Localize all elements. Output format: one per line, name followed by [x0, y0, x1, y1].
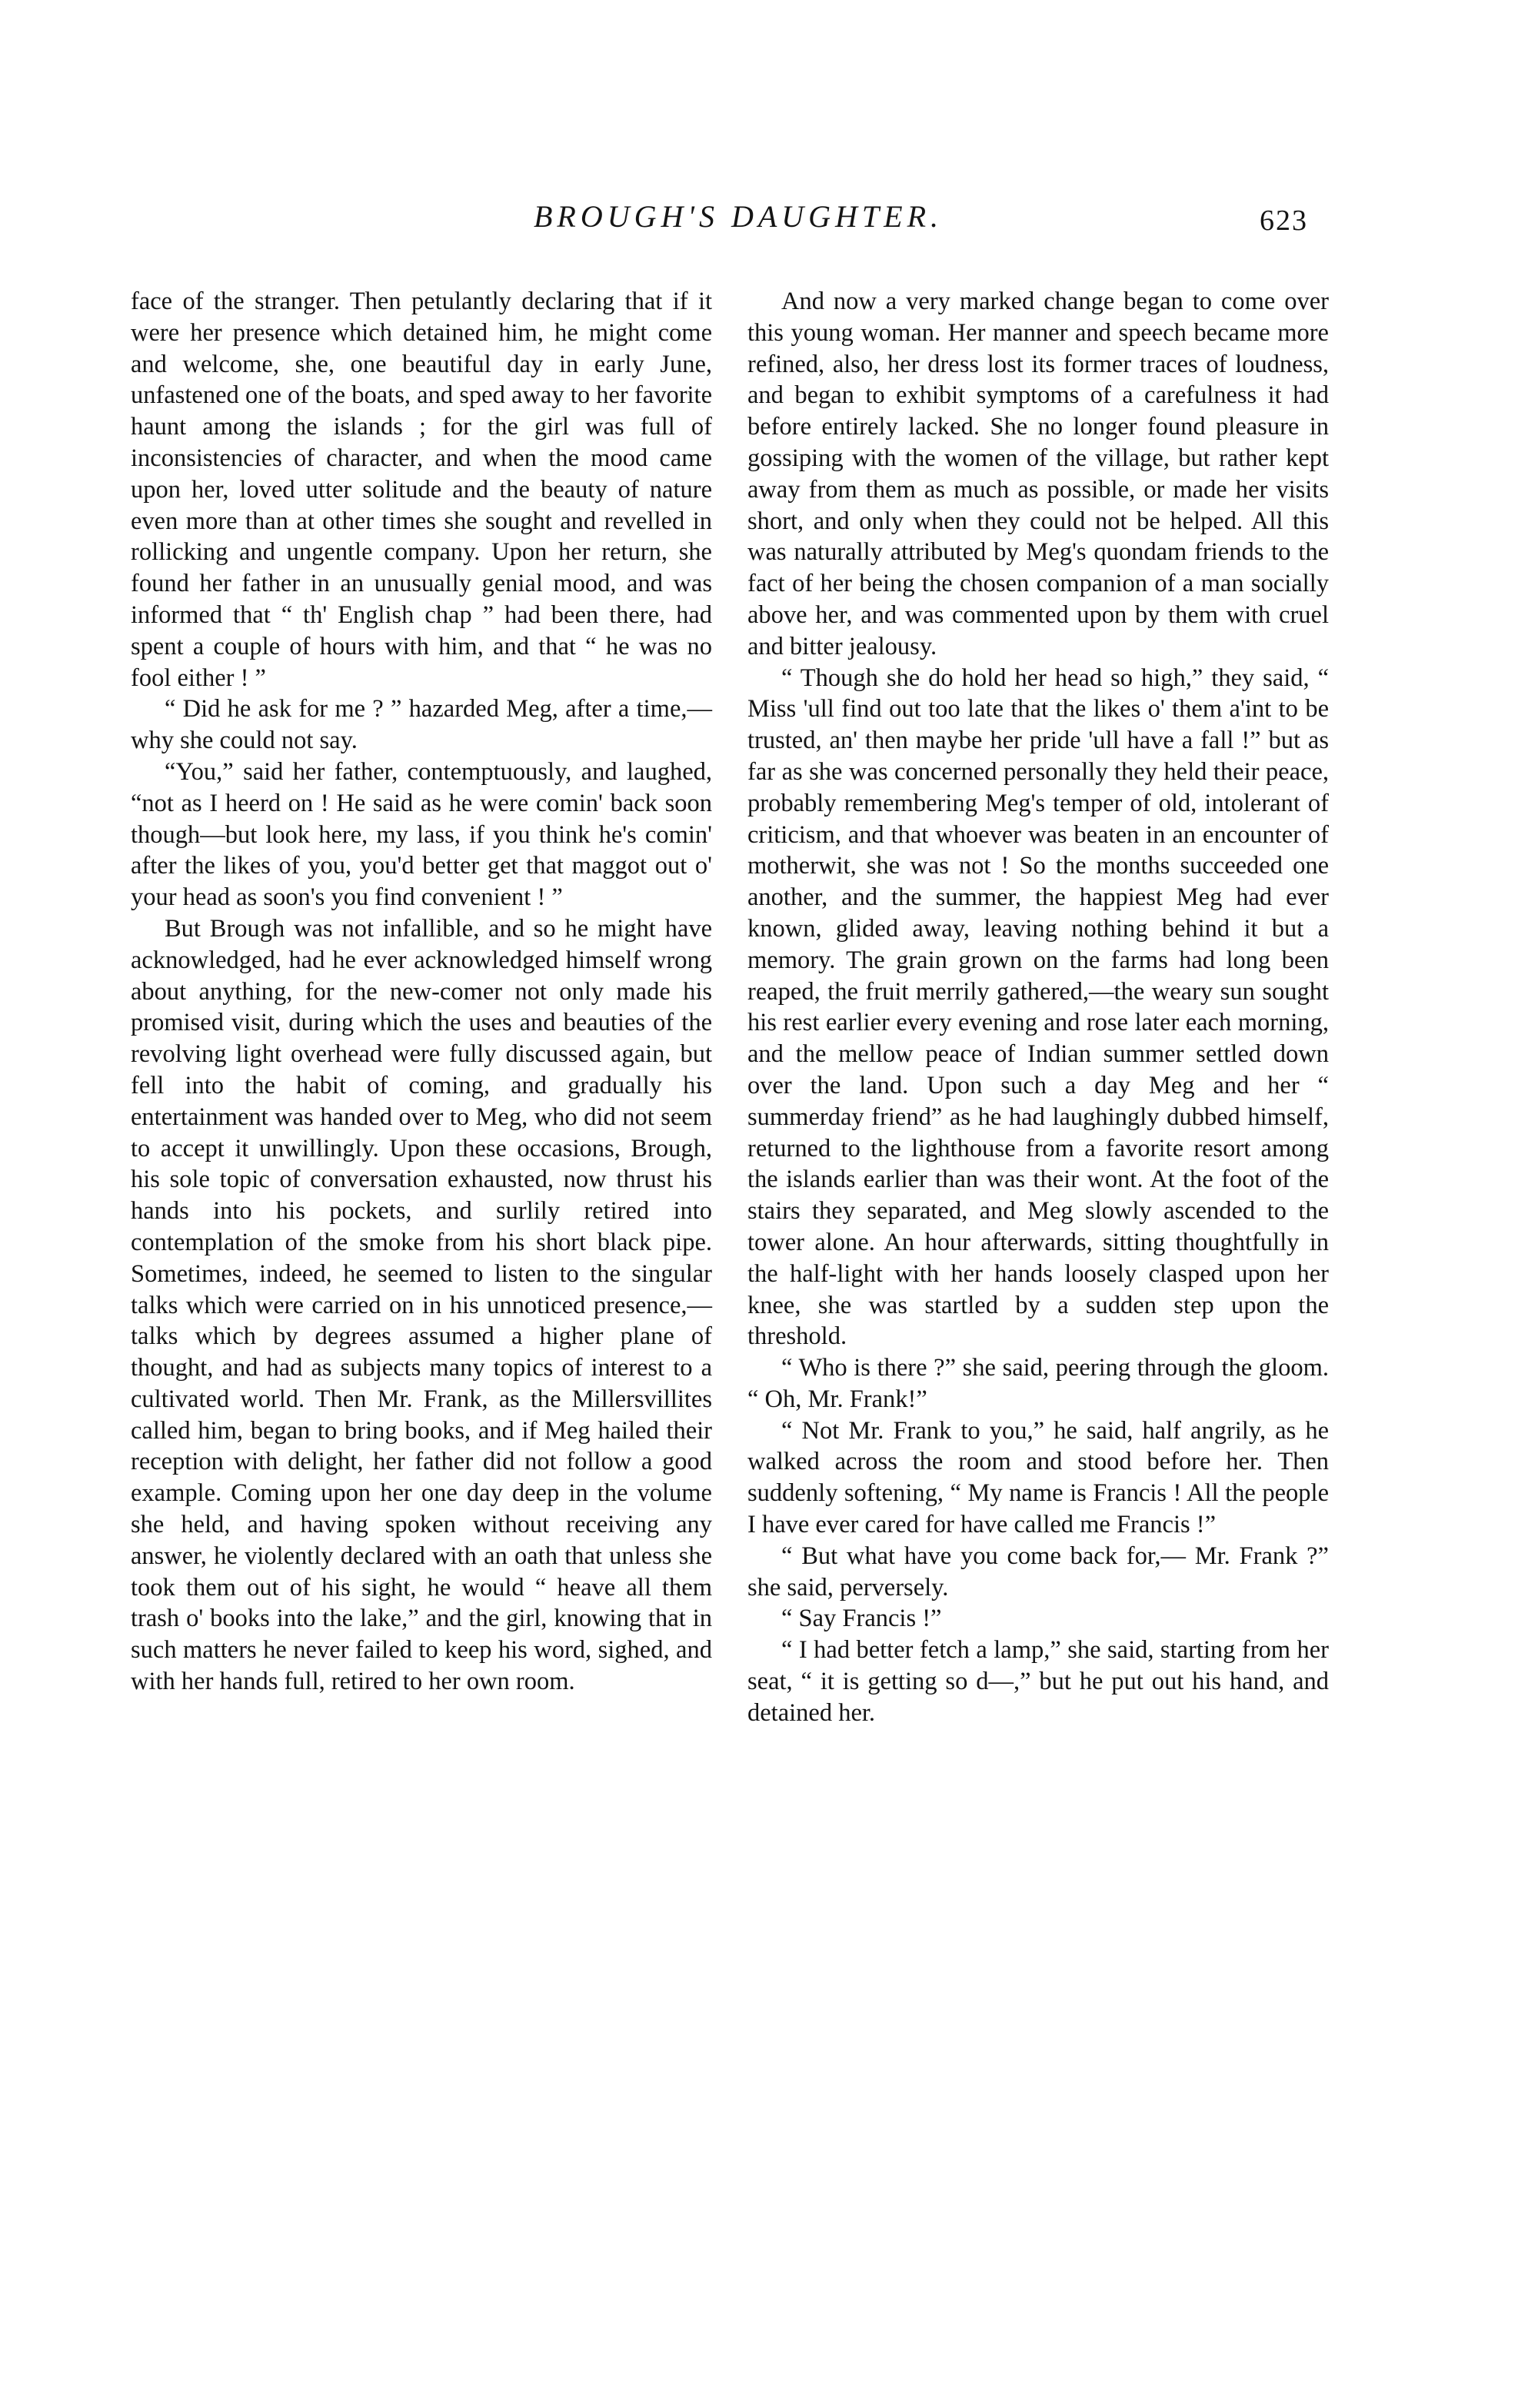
paragraph: “ Though she do hold her head so high,” they said, “ Miss 'ull find out too late that the likes o' them a'int to be trusted, an' then maybe her pride 'ull have a fall !” but as far as she was concerned personally they held their peace, probably remembering Meg's temper of old, intolerant of criticism, and that whoever was beaten in an encounter of motherwit, she was not ! So the months succeeded one another, and the summer, the happiest Meg had ever known, glided away, leaving nothing behind it but a memory. The grain grown on the farms had long been reaped, the fruit merrily gathered,—the weary sun sought his rest earlier every evening and rose later each morning, and the mellow peace of Indian summer settled down over the land. Upon such a day Meg and her “ summerday friend” as he had laughingly dubbed himself, returned to the lighthouse from a favorite resort among the islands earlier than was their wont. At the foot of the stairs they separated, and Meg slowly ascended to the tower alone. An hour afterwards, sitting thoughtfully in the half-light with her hands loosely clasped upon her knee, she was startled by a sudden step upon the threshold. [747, 664, 1329, 1351]
paragraph: “ I had better fetch a lamp,” she said, starting from her seat, “ it is getting so d—,” but he put out his hand, and detained her. [747, 1636, 1329, 1727]
paragraph: “ Did he ask for me ? ” hazarded Meg, after a time,—why she could not say. [131, 695, 712, 755]
right-column [747, 286, 1329, 1729]
paragraph: But Brough was not infallible, and so he might have acknowledged, had he ever acknowledged himself wrong about anything, for the new-comer not only made his promised visit, during which the uses and beauties of the revolving light overhead were fully discussed again, but fell into the habit of coming, and gradually his entertainment was handed over to Meg, who did not seem to accept it unwillingly. Upon these occasions, Brough, his sole topic of conversation exhausted, now thrust his hands into his pockets, and surlily retired into contemplation of the smoke from his short black pipe. Sometimes, indeed, he seemed to listen to the singular talks which were carried on in his unnoticed presence,—talks which by degrees assumed a higher plane of thought, and had as subjects many topics of interest to a cultivated world. Then Mr. Frank, as the Millersvillites called him, began to bring books, and if Meg hailed their reception with delight, her father did not follow a good example. Coming upon her one day deep in the volume she held, and having spoken without receiving any answer, he violently declared with an oath that unless she took them out of his sight, he would “ heave all them trash o' books into the lake,” and the girl, knowing that in such matters he never failed to keep his word, sighed, and with her hands full, retired to her own room. [131, 914, 712, 1696]
paragraph: “ Not Mr. Frank to you,” he said, half angrily, as he walked across the room and stood before her. Then suddenly softening, “ My name is Francis ! All the people I have ever cared for have called me Francis !” [747, 1416, 1329, 1539]
paragraph: face of the stranger. Then petulantly declaring that if it were her presence which detained him, he might come and welcome, she, one beautiful day in early June, unfastened one of the boats, and sped away to her favorite haunt among the islands ; for the girl was full of inconsistencies of character, and when the mood came upon her, loved utter solitude and the beauty of nature even more than at other times she sought and revelled in rollicking and ungentle company. Upon her return, she found her father in an unusually genial mood, and was informed that “ th' English chap ” had been there, had spent a couple of hours with him, and that “ he was no fool either ! ” [131, 288, 712, 692]
paragraph: “ But what have you come back for,— Mr. Frank ?” she said, perversely. [747, 1542, 1329, 1601]
paragraph: “ Say Francis !” [781, 1605, 942, 1633]
running-title: BROUGH'S DAUGHTER. [533, 199, 944, 234]
paragraph: And now a very marked change began to come over this young woman. Her manner and speech became more refined, also, her dress lost its former traces of loudness, and began to exhibit symptoms of a carefulness it had before entirely lacked. She no longer found pleasure in gossiping with the women of the village, but rather kept away from them as much as possible, or made her visits short, and only when they could not be helped. All this was naturally attributed by Meg's quondam friends to the fact of her being the chosen companion of a man socially above her, and was commented upon by them with cruel and bitter jealousy. [747, 288, 1329, 660]
paragraph: “You,” said her father, contemptuously, and laughed, “not as I heerd on ! He said as he were comin' back soon though—but look here, my lass, if you think he's comin' after the likes of you, you'd better get that maggot out o' your head as soon's you find convenient ! ” [131, 757, 712, 912]
left-column [131, 286, 712, 1698]
page-number: 623 [1260, 205, 1308, 237]
paragraph: “ Who is there ?” she said, peering through the gloom. “ Oh, Mr. Frank!” [747, 1354, 1329, 1413]
